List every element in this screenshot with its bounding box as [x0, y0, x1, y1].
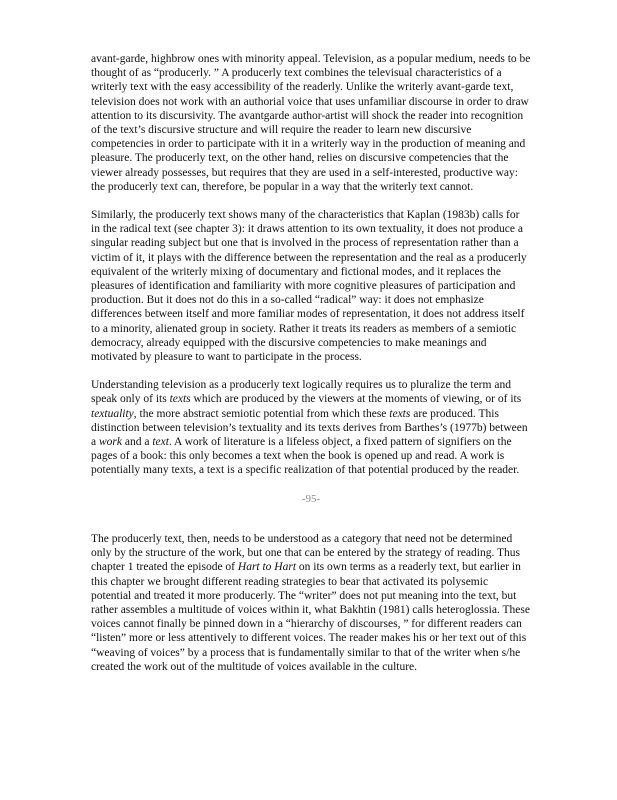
text-run: Similarly, the producerly text shows many of the characteristics that Kaplan (1983b) calls for in the radical text (see chapter 3): it draws attention to its own textuality, it does not produce a singular reading subject but one that is involved in the process of representation rather than a victim of it, it plays with the difference between the representation and the real as a producerly equivalent of the writerly mixing of documentary and fictional modes, and it replaces the pleasures of identification and familiarity with more cognitive pleasures of participation and production. But it does not do this in a so-called “radical” way: it does not emphasize differences between itself and more familiar modes of representation, it does not address itself to a minority, alienated group in society. Rather it treats its readers as members of a semiotic democracy, already equipped with the discursive competencies to make meanings and motivated by pleasure to want to participate in the process. [91, 209, 527, 364]
paragraph [91, 532, 531, 674]
text-run: , the more abstract semiotic potential from which these [133, 407, 390, 420]
paragraph [91, 52, 531, 194]
italic-text: texts [169, 393, 191, 406]
text-run: which are produced by the viewers at the moments of viewing, or of its [190, 393, 522, 406]
italic-text: texts [389, 407, 411, 420]
italic-text: Hart to Hart [237, 561, 297, 574]
text-run: and a [121, 436, 153, 449]
text-body-lower [91, 532, 531, 674]
paragraph [91, 378, 531, 477]
italic-text: work [98, 436, 122, 449]
text-body-upper [91, 52, 531, 478]
italic-text: textuality [91, 407, 134, 420]
text-run: The producerly text, then, needs to be understood as a category that need not be determined only by the structure of the work, but one that can be entered by the strategy of reading. Thus chapter 1 treated the episode of [91, 532, 520, 574]
document-page [91, 52, 531, 688]
italic-text: text [152, 436, 169, 449]
text-run: avant-garde, highbrow ones with minority appeal. Television, as a popular medium, needs to be thought of as “producerly. ” A producerly text combines the televisual characteristics of a writerly text with the easy accessibility of the readerly. Unlike the writerly avant-garde text, television does not work with an authorial voice that uses unfamiliar discourse in order to draw attention to its discursivity. The avantgarde author-artist will shock the reader into recognition of the text’s discursive structure and will require the reader to learn new discursive competencies in order to participate with it in a writerly way in the production of meaning and pleasure. The producerly text, on the other hand, relies on discursive competencies that the viewer already possesses, but requires that they are used in a self-interested, productive way: the producerly text can, therefore, be popular in a way that the writerly text cannot. [91, 53, 531, 193]
text-run: Understanding television as a producerly text logically requires us to pluralize the term and speak only of its [91, 379, 511, 406]
text-run: on its own terms as a readerly text, but earlier in this chapter we brought different reading strategies to bear that activated its polysemic potential and treated it more producerly. The “writer” does not put meaning into the text, but rather assembles a multitude of voices within it, what Bakhtin (1981) calls heteroglossia. These voices cannot finally be pinned down in a “hierarchy of discourses, ” for different readers can “listen” more or less attentively to different voices. The reader makes his or her text out of this “weaving of voices” by a process that is fundamentally similar to that of the writer when s/he created the work out of the multitude of voices available in the culture. [91, 561, 530, 673]
text-run: . A work of literature is a lifeless object, a fixed pattern of signifiers on the pages of a book: this only becomes a text when the book is opened up and read. A work is potentially many texts, a text is a specific realization of that potential produced by the reader. [91, 436, 520, 477]
paragraph [91, 208, 531, 364]
text-run: are produced. This distinction between television’s textuality and its texts derives from Barthes’s (1977b) between a [91, 407, 528, 449]
page-number: -95- [301, 492, 321, 505]
